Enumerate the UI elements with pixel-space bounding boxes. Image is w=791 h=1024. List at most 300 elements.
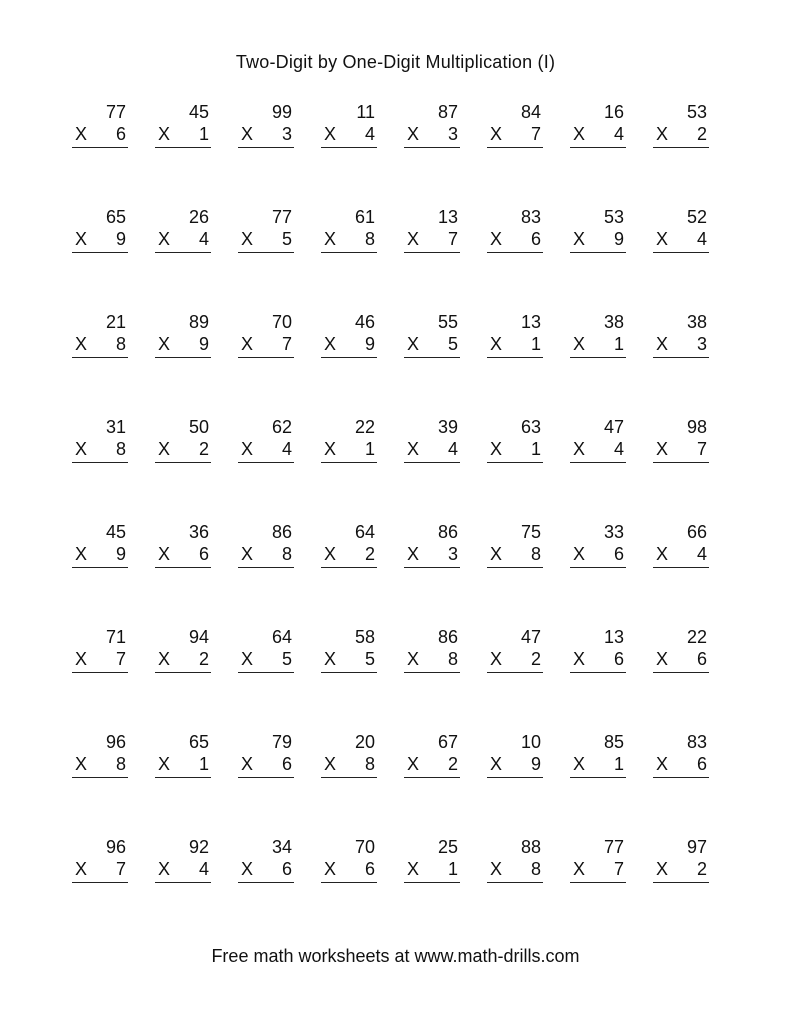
multiplication-problem xyxy=(653,731,709,836)
multiplier-line xyxy=(404,438,460,463)
multiplier: 6 xyxy=(364,859,375,879)
multiplier-line xyxy=(155,753,211,778)
multiplier: 5 xyxy=(281,229,292,249)
multiplicand: 34 xyxy=(271,837,292,857)
multiplicand: 16 xyxy=(603,102,624,122)
multiply-operator: X xyxy=(407,124,420,144)
multiply-operator: X xyxy=(407,754,420,774)
multiplier: 1 xyxy=(364,439,375,459)
multiplicand: 20 xyxy=(354,732,375,752)
multiply-operator: X xyxy=(158,859,171,879)
footer-text: Free math worksheets at www.math-drills.com xyxy=(211,946,580,966)
multiplication-problem xyxy=(155,626,211,731)
multiplicand: 77 xyxy=(271,207,292,227)
multiplier: 3 xyxy=(447,124,458,144)
multiplicand: 53 xyxy=(603,207,624,227)
multiplier-line xyxy=(321,228,377,253)
multiplier: 8 xyxy=(447,649,458,669)
multiply-operator: X xyxy=(490,859,503,879)
multiply-operator: X xyxy=(324,754,337,774)
multiplier-line xyxy=(72,333,128,358)
multiplicand: 65 xyxy=(188,732,209,752)
multiplier-line xyxy=(238,543,294,568)
multiply-operator: X xyxy=(656,229,669,249)
multiplicand: 77 xyxy=(105,102,126,122)
multiplier: 2 xyxy=(198,439,209,459)
multiplicand: 38 xyxy=(686,312,707,332)
multiplier: 1 xyxy=(530,334,541,354)
multiplicand: 65 xyxy=(105,207,126,227)
multiplication-problem xyxy=(653,311,709,416)
multiply-operator: X xyxy=(241,334,254,354)
multiply-operator: X xyxy=(656,754,669,774)
multiplicand: 22 xyxy=(354,417,375,437)
multiplier-line xyxy=(653,123,709,148)
multiplicand: 63 xyxy=(520,417,541,437)
multiplication-problem xyxy=(570,206,626,311)
multiplier: 5 xyxy=(447,334,458,354)
multiplier-line xyxy=(321,858,377,883)
multiply-operator: X xyxy=(490,439,503,459)
multiplicand: 50 xyxy=(188,417,209,437)
multiplier: 8 xyxy=(115,439,126,459)
multiplier-line xyxy=(570,753,626,778)
multiplier: 5 xyxy=(281,649,292,669)
multiplicand: 61 xyxy=(354,207,375,227)
multiplicand: 85 xyxy=(603,732,624,752)
multiplier-line xyxy=(487,648,543,673)
multiply-operator: X xyxy=(573,649,586,669)
multiplication-problem xyxy=(653,101,709,206)
multiplier-line xyxy=(72,648,128,673)
multiplier-line xyxy=(487,543,543,568)
multiplier: 1 xyxy=(613,334,624,354)
multiply-operator: X xyxy=(324,229,337,249)
multiplication-problem xyxy=(570,416,626,521)
multiplier-line xyxy=(321,123,377,148)
multiplication-problem xyxy=(72,626,128,731)
multiplication-problem xyxy=(570,626,626,731)
multiplicand: 21 xyxy=(105,312,126,332)
multiplication-problem xyxy=(653,521,709,626)
multiplier-line xyxy=(72,753,128,778)
multiplier-line xyxy=(155,438,211,463)
multiplier: 1 xyxy=(613,754,624,774)
multiplicand: 83 xyxy=(520,207,541,227)
multiplicand: 64 xyxy=(354,522,375,542)
multiplier-line xyxy=(404,228,460,253)
problem-row xyxy=(72,731,722,836)
multiplier-line xyxy=(570,333,626,358)
multiplier: 4 xyxy=(281,439,292,459)
multiplication-problem xyxy=(653,206,709,311)
problem-grid xyxy=(72,101,722,941)
multiplier: 8 xyxy=(364,754,375,774)
multiplication-problem xyxy=(155,836,211,941)
problem-row xyxy=(72,311,722,416)
multiplier: 9 xyxy=(115,544,126,564)
multiplication-problem xyxy=(570,521,626,626)
multiplication-problem xyxy=(238,626,294,731)
multiplication-problem xyxy=(487,626,543,731)
multiplication-problem xyxy=(487,311,543,416)
multiplicand: 10 xyxy=(520,732,541,752)
multiply-operator: X xyxy=(656,649,669,669)
multiplicand: 83 xyxy=(686,732,707,752)
multiplier: 9 xyxy=(198,334,209,354)
multiply-operator: X xyxy=(490,124,503,144)
multiplier-line xyxy=(653,753,709,778)
multiplier: 6 xyxy=(115,124,126,144)
multiplication-problem xyxy=(321,836,377,941)
multiply-operator: X xyxy=(75,439,88,459)
multiply-operator: X xyxy=(241,754,254,774)
multiplier-line xyxy=(487,333,543,358)
multiplier-line xyxy=(404,648,460,673)
multiply-operator: X xyxy=(75,124,88,144)
multiplication-problem xyxy=(238,206,294,311)
multiplicand: 70 xyxy=(271,312,292,332)
multiply-operator: X xyxy=(241,544,254,564)
multiplication-problem xyxy=(72,731,128,836)
multiplier: 8 xyxy=(364,229,375,249)
multiplicand: 22 xyxy=(686,627,707,647)
multiplicand: 55 xyxy=(437,312,458,332)
multiplicand: 46 xyxy=(354,312,375,332)
multiplier: 1 xyxy=(447,859,458,879)
multiplier: 4 xyxy=(198,859,209,879)
multiplier: 6 xyxy=(613,544,624,564)
multiply-operator: X xyxy=(324,124,337,144)
multiply-operator: X xyxy=(241,439,254,459)
multiplication-problem xyxy=(238,101,294,206)
multiplier-line xyxy=(238,333,294,358)
multiply-operator: X xyxy=(490,544,503,564)
multiplier: 9 xyxy=(364,334,375,354)
problem-row xyxy=(72,416,722,521)
multiplication-problem xyxy=(404,101,460,206)
multiplication-problem xyxy=(238,521,294,626)
multiplier: 1 xyxy=(198,124,209,144)
multiply-operator: X xyxy=(656,544,669,564)
multiply-operator: X xyxy=(407,229,420,249)
multiplier: 6 xyxy=(696,754,707,774)
multiplicand: 87 xyxy=(437,102,458,122)
multiplier: 6 xyxy=(613,649,624,669)
multiplication-problem xyxy=(72,521,128,626)
problem-row xyxy=(72,626,722,731)
multiplication-problem xyxy=(321,206,377,311)
multiplier-line xyxy=(570,648,626,673)
multiplier: 2 xyxy=(447,754,458,774)
multiplier-line xyxy=(404,858,460,883)
multiplication-problem xyxy=(487,521,543,626)
multiplicand: 97 xyxy=(686,837,707,857)
multiplier: 3 xyxy=(281,124,292,144)
multiply-operator: X xyxy=(573,859,586,879)
multiplication-problem xyxy=(487,101,543,206)
multiplier: 4 xyxy=(198,229,209,249)
multiplication-problem xyxy=(321,521,377,626)
multiply-operator: X xyxy=(75,229,88,249)
multiplication-problem xyxy=(238,836,294,941)
multiplication-problem xyxy=(570,101,626,206)
multiplicand: 96 xyxy=(105,732,126,752)
multiplier: 4 xyxy=(364,124,375,144)
multiplier-line xyxy=(570,543,626,568)
multiplier-line xyxy=(238,438,294,463)
multiplicand: 66 xyxy=(686,522,707,542)
multiplicand: 86 xyxy=(437,627,458,647)
multiply-operator: X xyxy=(324,439,337,459)
multiplier-line xyxy=(487,228,543,253)
worksheet-title: Two-Digit by One-Digit Multiplication (I) xyxy=(235,52,556,72)
multiplier-line xyxy=(653,228,709,253)
multiply-operator: X xyxy=(75,754,88,774)
multiplication-problem xyxy=(570,311,626,416)
multiplier-line xyxy=(653,648,709,673)
multiplicand: 33 xyxy=(603,522,624,542)
multiplicand: 77 xyxy=(603,837,624,857)
multiplicand: 25 xyxy=(437,837,458,857)
multiplicand: 88 xyxy=(520,837,541,857)
multiplication-problem xyxy=(404,626,460,731)
multiplier: 6 xyxy=(696,649,707,669)
multiplier-line xyxy=(487,858,543,883)
multiply-operator: X xyxy=(324,859,337,879)
multiplication-problem xyxy=(321,626,377,731)
multiply-operator: X xyxy=(490,334,503,354)
multiply-operator: X xyxy=(407,649,420,669)
problem-row xyxy=(72,206,722,311)
multiplier-line xyxy=(321,543,377,568)
multiply-operator: X xyxy=(158,754,171,774)
multiplicand: 47 xyxy=(603,417,624,437)
multiplication-problem xyxy=(155,101,211,206)
multiplier: 4 xyxy=(613,439,624,459)
multiplicand: 64 xyxy=(271,627,292,647)
multiply-operator: X xyxy=(75,649,88,669)
multiplicand: 52 xyxy=(686,207,707,227)
multiply-operator: X xyxy=(407,439,420,459)
problem-row xyxy=(72,521,722,626)
multiply-operator: X xyxy=(490,649,503,669)
multiplicand: 94 xyxy=(188,627,209,647)
multiplier-line xyxy=(72,228,128,253)
multiplicand: 99 xyxy=(271,102,292,122)
multiplier: 7 xyxy=(115,649,126,669)
multiplicand: 86 xyxy=(437,522,458,542)
multiplier-line xyxy=(155,543,211,568)
multiplication-problem xyxy=(653,836,709,941)
problem-row xyxy=(72,101,722,206)
multiplicand: 31 xyxy=(105,417,126,437)
multiplier: 6 xyxy=(281,754,292,774)
multiplier-line xyxy=(72,543,128,568)
multiplicand: 92 xyxy=(188,837,209,857)
multiplication-problem xyxy=(404,416,460,521)
multiplication-problem xyxy=(487,731,543,836)
multiplicand: 89 xyxy=(188,312,209,332)
multiplier-line xyxy=(321,753,377,778)
multiplication-problem xyxy=(404,836,460,941)
multiplicand: 79 xyxy=(271,732,292,752)
multiplier-line xyxy=(155,123,211,148)
multiply-operator: X xyxy=(656,859,669,879)
multiplicand: 53 xyxy=(686,102,707,122)
multiply-operator: X xyxy=(490,229,503,249)
multiplicand: 36 xyxy=(188,522,209,542)
multiplier: 7 xyxy=(696,439,707,459)
multiplier-line xyxy=(321,438,377,463)
multiplier: 3 xyxy=(447,544,458,564)
multiplier-line xyxy=(321,648,377,673)
multiply-operator: X xyxy=(656,439,669,459)
multiply-operator: X xyxy=(573,754,586,774)
multiplier-line xyxy=(404,123,460,148)
multiplicand: 58 xyxy=(354,627,375,647)
multiplier: 6 xyxy=(198,544,209,564)
multiply-operator: X xyxy=(158,544,171,564)
multiplier-line xyxy=(321,333,377,358)
multiplication-problem xyxy=(72,836,128,941)
multiplicand: 13 xyxy=(603,627,624,647)
multiplicand: 45 xyxy=(188,102,209,122)
multiplier: 5 xyxy=(364,649,375,669)
multiplication-problem xyxy=(487,836,543,941)
multiplier: 2 xyxy=(364,544,375,564)
multiplier-line xyxy=(72,858,128,883)
multiplication-problem xyxy=(404,311,460,416)
multiplication-problem xyxy=(72,416,128,521)
multiplicand: 13 xyxy=(520,312,541,332)
multiplier-line xyxy=(653,333,709,358)
multiplication-problem xyxy=(72,311,128,416)
multiplication-problem xyxy=(404,521,460,626)
multiply-operator: X xyxy=(573,334,586,354)
multiplier: 2 xyxy=(530,649,541,669)
multiplier-line xyxy=(570,228,626,253)
multiplicand: 67 xyxy=(437,732,458,752)
multiply-operator: X xyxy=(324,334,337,354)
multiply-operator: X xyxy=(158,649,171,669)
multiplicand: 47 xyxy=(520,627,541,647)
multiplier: 8 xyxy=(115,334,126,354)
multiplier-line xyxy=(238,648,294,673)
multiplier-line xyxy=(487,438,543,463)
multiply-operator: X xyxy=(158,229,171,249)
multiplication-problem xyxy=(155,311,211,416)
multiply-operator: X xyxy=(75,544,88,564)
multiplication-problem xyxy=(155,416,211,521)
multiply-operator: X xyxy=(407,334,420,354)
multiplier-line xyxy=(155,648,211,673)
multiplier-line xyxy=(404,753,460,778)
multiplier-line xyxy=(570,123,626,148)
multiplicand: 86 xyxy=(271,522,292,542)
multiplier: 8 xyxy=(115,754,126,774)
multiplier-line xyxy=(570,858,626,883)
multiplication-problem xyxy=(321,101,377,206)
multiplication-problem xyxy=(321,731,377,836)
multiplication-problem xyxy=(487,416,543,521)
multiplier-line xyxy=(155,333,211,358)
multiplier-line xyxy=(72,438,128,463)
multiplier-line xyxy=(404,333,460,358)
multiplier-line xyxy=(238,228,294,253)
multiplication-problem xyxy=(487,206,543,311)
multiply-operator: X xyxy=(573,229,586,249)
multiply-operator: X xyxy=(573,439,586,459)
multiply-operator: X xyxy=(573,124,586,144)
multiplication-problem xyxy=(155,521,211,626)
multiply-operator: X xyxy=(490,754,503,774)
multiplier-line xyxy=(238,858,294,883)
multiplicand: 62 xyxy=(271,417,292,437)
multiplier: 7 xyxy=(115,859,126,879)
multiply-operator: X xyxy=(324,649,337,669)
multiplier: 8 xyxy=(281,544,292,564)
multiplier: 9 xyxy=(115,229,126,249)
multiply-operator: X xyxy=(158,334,171,354)
multiplicand: 71 xyxy=(105,627,126,647)
multiplication-problem xyxy=(72,206,128,311)
multiplicand: 70 xyxy=(354,837,375,857)
multiplication-problem xyxy=(653,626,709,731)
multiply-operator: X xyxy=(75,334,88,354)
multiplication-problem xyxy=(321,416,377,521)
multiplicand: 45 xyxy=(105,522,126,542)
multiplier: 8 xyxy=(530,544,541,564)
multiplier: 8 xyxy=(530,859,541,879)
multiplication-problem xyxy=(238,731,294,836)
multiplication-problem xyxy=(653,416,709,521)
multiply-operator: X xyxy=(573,544,586,564)
multiplier-line xyxy=(570,438,626,463)
multiply-operator: X xyxy=(158,124,171,144)
multiplication-problem xyxy=(404,731,460,836)
multiplication-problem xyxy=(238,416,294,521)
multiplier: 9 xyxy=(530,754,541,774)
multiplier: 3 xyxy=(696,334,707,354)
multiply-operator: X xyxy=(407,544,420,564)
multiplication-problem xyxy=(72,101,128,206)
multiplier: 7 xyxy=(530,124,541,144)
multiplicand: 26 xyxy=(188,207,209,227)
multiplier-line xyxy=(487,123,543,148)
multiplier: 6 xyxy=(281,859,292,879)
multiplication-problem xyxy=(404,206,460,311)
multiplier-line xyxy=(653,543,709,568)
multiplier-line xyxy=(72,123,128,148)
multiply-operator: X xyxy=(656,124,669,144)
multiply-operator: X xyxy=(241,229,254,249)
multiplier: 4 xyxy=(696,229,707,249)
multiply-operator: X xyxy=(158,439,171,459)
multiplier: 2 xyxy=(696,124,707,144)
multiplier: 4 xyxy=(613,124,624,144)
multiplier-line xyxy=(238,753,294,778)
multiplier-line xyxy=(653,438,709,463)
multiplier: 7 xyxy=(281,334,292,354)
multiplier-line xyxy=(238,123,294,148)
multiplier: 1 xyxy=(530,439,541,459)
multiplication-problem xyxy=(321,311,377,416)
multiplier: 7 xyxy=(447,229,458,249)
multiplier: 2 xyxy=(198,649,209,669)
multiplication-problem xyxy=(238,311,294,416)
multiplier-line xyxy=(487,753,543,778)
